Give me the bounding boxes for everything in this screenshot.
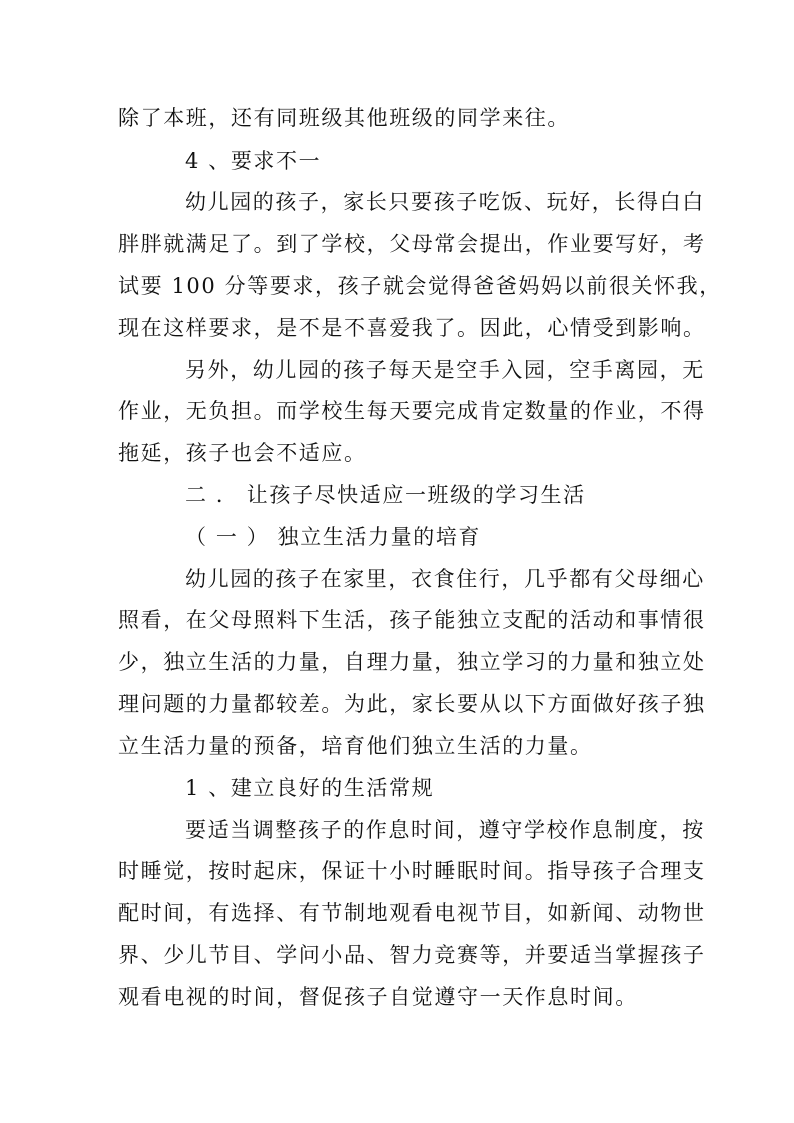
paragraph-line: 幼儿园的孩子在家里，衣食住行，几乎都有父母细心 bbox=[185, 567, 705, 591]
paragraph-line: 胖胖就满足了。到了学校，父母常会提出，作业要写好，考 bbox=[118, 232, 706, 256]
section-heading: 1 、建立良好的生活常规 bbox=[185, 776, 435, 800]
paragraph-line: 另外，幼儿园的孩子每天是空手入园，空手离园，无 bbox=[185, 358, 705, 382]
paragraph-line: 要适当调整孩子的作息时间，遵守学校作息制度，按 bbox=[185, 818, 705, 842]
paragraph-line: 幼儿园的孩子，家长只要孩子吃饭、玩好，长得白白 bbox=[185, 190, 705, 214]
paragraph-line: 拖延，孩子也会不适应。 bbox=[118, 441, 367, 465]
paragraph-line: 配时间，有选择、有节制地观看电视节目，如新闻、动物世 bbox=[118, 901, 706, 925]
paragraph-line: 照看，在父母照料下生活，孩子能独立支配的活动和事情很 bbox=[118, 608, 706, 632]
paragraph-line: 时睡觉，按时起床，保证十小时睡眠时间。指导孩子合理支 bbox=[118, 859, 706, 883]
paragraph-line: 立生活力量的预备，培育他们独立生活的力量。 bbox=[118, 734, 593, 758]
paragraph-line: 理问题的力量都较差。为此，家长要从以下方面做好孩子独 bbox=[118, 692, 706, 716]
paragraph-line: 界、少儿节目、学问小品、智力竞赛等，并要适当掌握孩子 bbox=[118, 943, 706, 967]
paragraph-line: 试要 100 分等要求，孩子就会觉得爸爸妈妈以前很关怀我， bbox=[118, 274, 722, 298]
paragraph-line: 作业，无负担。而学校生每天要完成肯定数量的作业，不得 bbox=[118, 399, 706, 423]
paragraph-line: 少，独立生活的力量，自理力量，独立学习的力量和独立处 bbox=[118, 650, 706, 674]
paragraph-line: 观看电视的时间，督促孩子自觉遵守一天作息时间。 bbox=[118, 985, 638, 1009]
section-heading: 4 、要求不一 bbox=[185, 149, 322, 173]
paragraph-line: 现在这样要求，是不是不喜爱我了。因此，心情受到影响。 bbox=[118, 316, 706, 340]
paragraph-line: 除了本班，还有同班级其他班级的同学来往。 bbox=[118, 106, 570, 130]
section-heading: （ 一 ） 独立生活力量的培育 bbox=[185, 525, 482, 549]
section-heading: 二 ． 让孩子尽快适应一班级的学习生活 bbox=[185, 483, 586, 507]
